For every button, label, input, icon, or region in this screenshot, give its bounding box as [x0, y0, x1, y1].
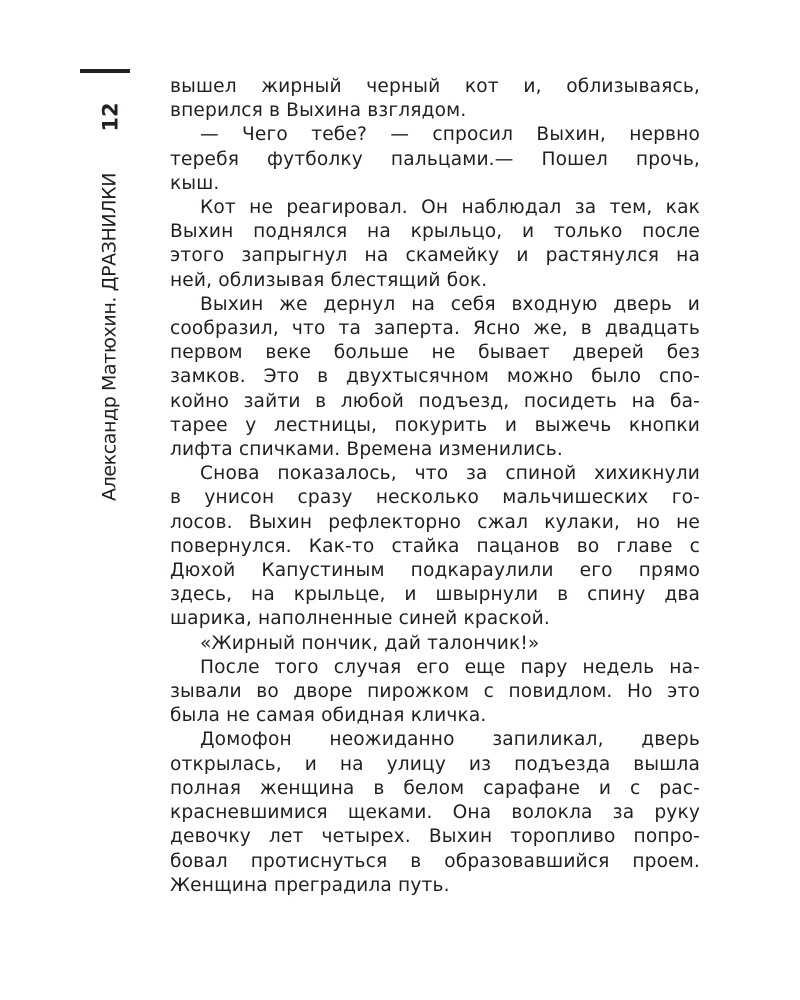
text-line: вышел жирный черный кот и, облизываясь,: [170, 76, 700, 97]
text-line: теребя футболку пальцами.— Пошел прочь,: [170, 148, 700, 170]
text-line: Снова показалось, что за спиной хихикнули: [200, 463, 700, 485]
text-line: лифта спичками. Времена изменились.: [170, 439, 563, 461]
text-line: Кот не реагировал. Он наблюдал за тем, как: [200, 197, 700, 219]
text-line: вперился в Выхина взглядом.: [170, 100, 467, 122]
text-line: Выхин же дернул на себя входную дверь и: [200, 293, 700, 315]
text-line: Домофон неожиданно запиликал, дверь: [200, 729, 700, 751]
header-rule: [80, 69, 130, 73]
body-text: [170, 75, 700, 898]
text-line: повернулся. Как-то стайка пацанов во главе с: [170, 535, 700, 557]
text-line: койно зайти в любой подъезд, посидеть на ба-: [170, 390, 700, 412]
running-head: Александр Матюхин. ДРАЗНИЛКИ: [98, 172, 121, 502]
text-line: сообразил, что та заперта. Ясно же, в двадцать: [170, 318, 700, 340]
text-line: «Жирный пончик, дай талончик!»: [200, 632, 540, 654]
text-line: лосов. Выхин рефлекторно сжал кулаки, но не: [170, 511, 700, 533]
text-line: девочку лет четырех. Выхин торопливо попро-: [170, 826, 700, 848]
page-number: 12: [98, 102, 123, 132]
text-line: Дюхой Капустиным подкараулили его прямо: [170, 560, 700, 582]
text-line: открылась, и на улицу из подъезда вышла: [170, 753, 700, 775]
text-line: шарика, наполненные синей краской.: [170, 608, 550, 630]
text-line: этого запрыгнул на скамейку и растянулся на: [170, 245, 700, 267]
text-line: ней, облизывая блестящий бок.: [170, 269, 488, 291]
text-line: красневшимися щеками. Она волокла за руку: [170, 802, 700, 824]
text-line: После того случая его еще пару недель на-: [200, 656, 700, 678]
text-line: замков. Это в двухтысячном можно было спо-: [170, 366, 700, 388]
text-line: Женщина преградила путь.: [170, 874, 450, 896]
text-line: кыш.: [170, 172, 220, 194]
text-line: была не самая обидная кличка.: [170, 705, 487, 727]
text-line: зывали во дворе пирожком с повидлом. Но это: [170, 681, 700, 703]
text-line: полная женщина в белом сарафане и с рас-: [170, 777, 700, 799]
text-line: тарее у лестницы, покурить и выжечь кнопки: [170, 414, 700, 436]
text-line: здесь, на крыльце, и швырнули в спину два: [170, 584, 700, 606]
text-line: — Чего тебе? — спросил Выхин, нервно: [200, 124, 700, 146]
text-line: Выхин поднялся на крыльцо, и только после: [170, 221, 700, 243]
text-line: в унисон сразу несколько мальчишеских го-: [170, 487, 700, 509]
text-line: первом веке больше не бывает дверей без: [170, 342, 700, 364]
text-line: бовал протиснуться в образовавшийся проем.: [170, 850, 700, 872]
